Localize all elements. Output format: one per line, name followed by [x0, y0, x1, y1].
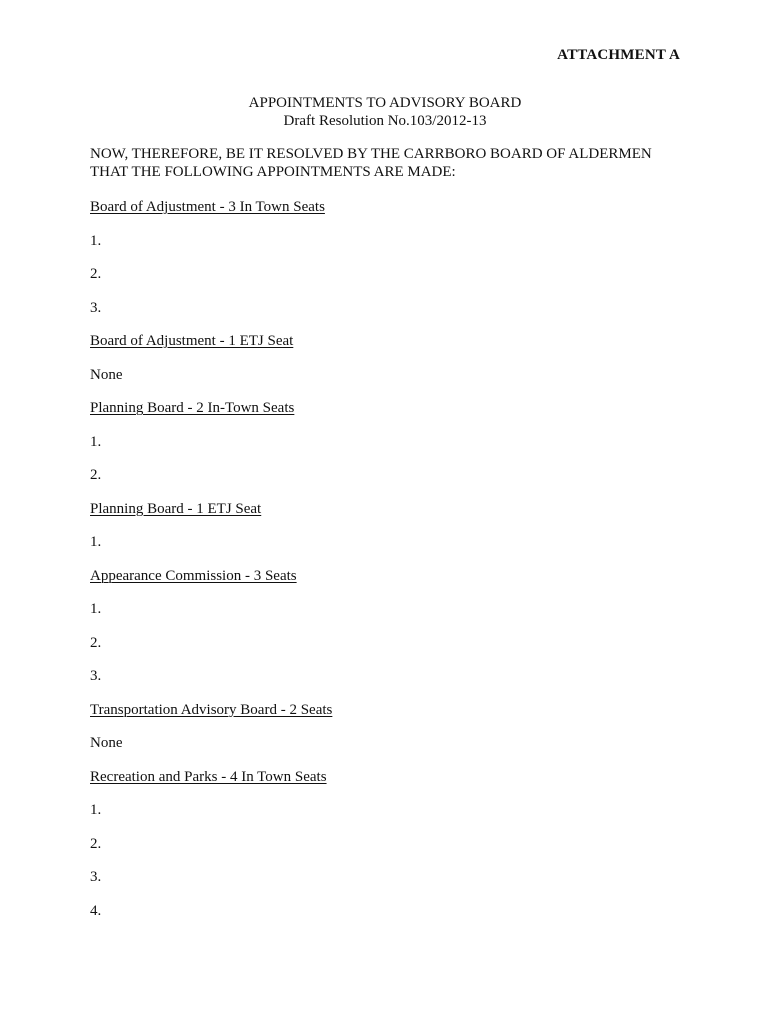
section-heading: Board of Adjustment - 1 ETJ Seat: [90, 333, 294, 349]
resolution-line-2: THAT THE FOLLOWING APPOINTMENTS ARE MADE:: [90, 164, 456, 180]
list-item: 2.: [90, 634, 102, 651]
list-item: 4.: [90, 902, 102, 919]
resolution-line-1: NOW, THEREFORE, BE IT RESOLVED BY THE CARRBORO BOARD OF ALDERMEN: [90, 146, 652, 162]
list-item: 2.: [90, 835, 102, 852]
list-item: None: [90, 366, 123, 383]
list-item: 1.: [90, 232, 102, 249]
list-item: 3.: [90, 869, 102, 885]
document-title: [0, 94, 770, 130]
section-heading: Appearance Commission - 3 Seats: [90, 567, 297, 584]
attachment-label: ATTACHMENT A: [557, 47, 680, 63]
title-line-1: APPOINTMENTS TO ADVISORY BOARD: [248, 95, 522, 111]
list-item: 3.: [90, 668, 102, 684]
section-heading: Planning Board - 1 ETJ Seat: [90, 500, 262, 517]
list-item: 2.: [90, 467, 102, 483]
section-heading: Transportation Advisory Board - 2 Seats: [90, 701, 333, 718]
appointment-sections: [90, 198, 332, 935]
section-heading: Planning Board - 2 In-Town Seats: [90, 400, 295, 416]
section-heading: Board of Adjustment - 3 In Town Seats: [90, 199, 325, 215]
title-line-2: Draft Resolution No.103/2012-13: [283, 113, 487, 129]
list-item: 2.: [90, 266, 102, 282]
list-item: 1.: [90, 601, 102, 617]
list-item: 1.: [90, 534, 102, 550]
section-heading: Recreation and Parks - 4 In Town Seats: [90, 768, 327, 785]
list-item: 3.: [90, 299, 102, 316]
list-item: 1.: [90, 433, 102, 450]
list-item: 1.: [90, 802, 102, 818]
list-item: None: [90, 735, 123, 751]
resolution-statement: [90, 145, 710, 181]
